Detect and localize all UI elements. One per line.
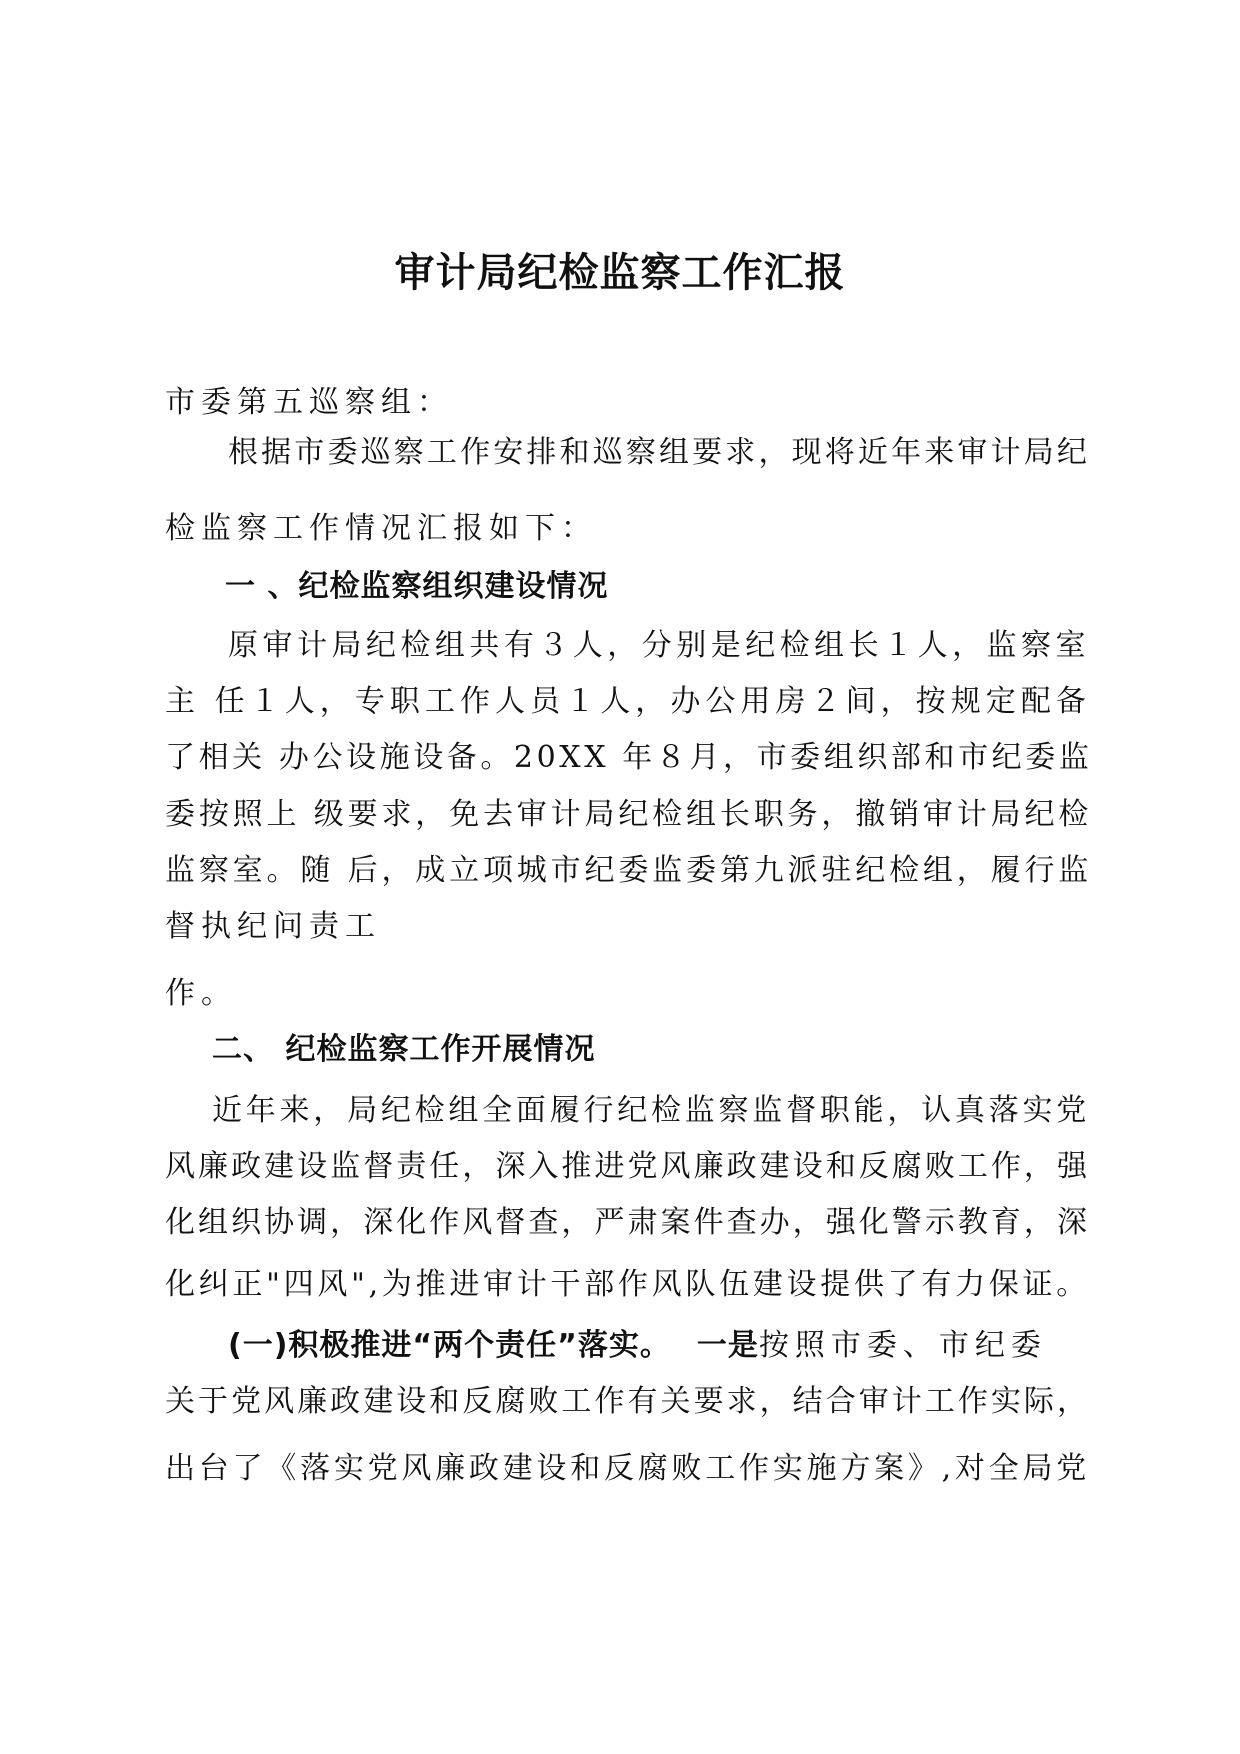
section-2-line: 化组织协调，深化作风督查，严肃案件查办，强化警示教育，深: [165, 1205, 1090, 1240]
salutation: 市委第五巡察组：: [165, 385, 453, 420]
section-1-line: 委按照上 级要求，免去审计局纪检组长职务，撤销审计局纪检: [165, 797, 1093, 832]
section-1-line: 原审计局纪检组共有３人，分别是纪检组长１人，监察室: [228, 628, 1090, 663]
section-2-heading: 二、 纪检监察工作开展情况: [212, 1032, 596, 1067]
subsection-1-heading: (一)积极推进“两个责任”落实。: [228, 1328, 671, 1363]
section-1-heading: 一 、纪检监察组织建设情况: [225, 569, 609, 604]
intro-line-1: 根据市委巡察工作安排和巡察组要求，现将近年来审计局纪: [228, 435, 1090, 470]
intro-line-2: 检监察工作情况汇报如下：: [165, 511, 597, 546]
section-1-line: 监察室。随 后，成立项城市纪委监委第九派驻纪检组，履行监: [165, 853, 1093, 888]
section-1-line: 督执纪问责工: [165, 909, 381, 944]
subsection-1-first-line: [228, 1326, 1047, 1366]
section-2-line: 风廉政建设监督责任，深入推进党风廉政建设和反腐败工作，强: [165, 1149, 1090, 1184]
subsection-1-line: 出台了《落实党风廉政建设和反腐败工作实施方案》,对全局党: [165, 1451, 1090, 1486]
section-1-line: 作。: [165, 976, 237, 1011]
document-title: 审计局纪检监察工作汇报: [394, 250, 846, 296]
subsection-1-line: 关于党风廉政建设和反腐败工作有关要求，结合审计工作实际，: [165, 1384, 1090, 1419]
section-1-line: 主 任１人，专职工作人员１人，办公用房２间，按规定配备: [165, 684, 1091, 719]
section-1-line: 了相关 办公设施设备。20XX 年８月，市委组织部和市纪委监: [165, 740, 1093, 775]
subsection-1-first-line-text: 按照市委、市纪委: [758, 1328, 1047, 1363]
section-2-line: 化纠正"四风",为推进审计干部作风队伍建设提供了有力保证。: [165, 1267, 1090, 1302]
section-2-line: 近年来，局纪检组全面履行纪检监察监督职能，认真落实党: [212, 1093, 1090, 1128]
subsection-1-lead: 一是: [696, 1328, 759, 1363]
